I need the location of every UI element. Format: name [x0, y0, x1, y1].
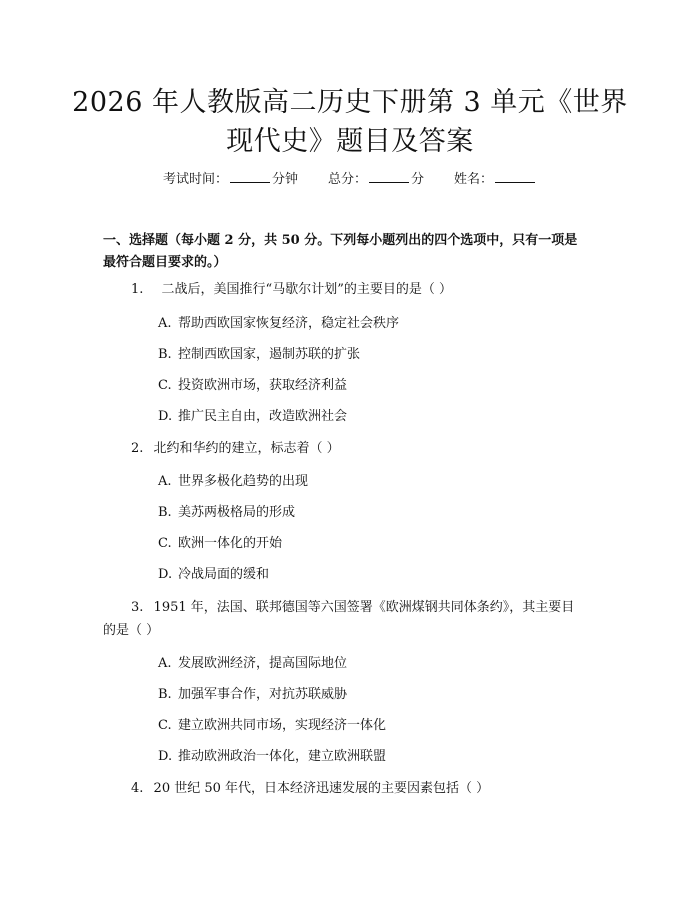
time-label: 考试时间： [162, 172, 228, 187]
option-3c [158, 715, 386, 737]
option-text: 推动欧洲政治一体化，建立欧洲联盟 [178, 749, 387, 764]
option-text: 帮助西欧国家恢复经济，稳定社会秩序 [178, 316, 400, 331]
exam-meta [0, 168, 700, 190]
option-letter: A. [158, 316, 172, 331]
question-text: 20 世纪 50 年代，日本经济迅速发展的主要因素包括（ ） [153, 781, 490, 796]
exam-score [328, 168, 424, 190]
name-label: 姓名： [454, 172, 494, 187]
section-heading-line2: 最符合题目要求的。） [103, 255, 227, 270]
question-number: 1. [131, 282, 144, 297]
option-letter: D. [158, 409, 173, 424]
option-text: 加强军事合作，对抗苏联威胁 [178, 687, 348, 702]
document-title-line1: 2026 年人教版高二历史下册第 3 单元《世界 [72, 87, 628, 118]
name-blank [495, 168, 535, 183]
question-number: 4. [131, 781, 144, 796]
option-3a [158, 653, 347, 675]
time-unit: 分钟 [271, 172, 298, 187]
option-letter: B. [158, 687, 172, 702]
option-letter: C. [158, 378, 172, 393]
score-unit: 分 [411, 172, 425, 187]
option-letter: D. [158, 749, 173, 764]
option-text: 欧洲一体化的开始 [178, 536, 283, 551]
option-letter: C. [158, 536, 172, 551]
question-4 [131, 778, 489, 800]
option-text: 发展欧洲经济，提高国际地位 [178, 656, 348, 671]
section-heading [103, 230, 603, 274]
score-blank [369, 168, 409, 183]
option-1a [158, 313, 399, 335]
option-text: 推广民主自由，改造欧洲社会 [178, 409, 348, 424]
option-letter: A. [158, 656, 172, 671]
option-1d [158, 406, 347, 428]
option-text: 建立欧洲共同市场，实现经济一体化 [178, 718, 387, 733]
question-3 [131, 597, 611, 619]
question-1 [131, 279, 452, 301]
question-text: 北约和华约的建立，标志着（ ） [153, 441, 340, 456]
question-number: 3. [131, 600, 144, 615]
option-text: 控制西欧国家，遏制苏联的扩张 [178, 347, 361, 362]
option-letter: D. [158, 567, 173, 582]
option-3b [158, 684, 347, 706]
option-text: 美苏两极格局的形成 [178, 505, 296, 520]
time-blank [230, 168, 270, 183]
option-2a [158, 471, 308, 493]
exam-name [454, 168, 537, 190]
question-text-line1: 1951 年，法国、联邦德国等六国签署《欧洲煤钢共同体条约》，其主要目 [153, 600, 575, 615]
section-heading-line1: 一、选择题（每小题 2 分，共 50 分。下列每小题列出的四个选项中，只有一项是 [103, 233, 578, 248]
question-3-continuation: 的是（ ） [103, 623, 160, 638]
option-text: 冷战局面的缓和 [178, 567, 270, 582]
option-2b [158, 502, 295, 524]
option-letter: B. [158, 347, 172, 362]
option-3d [158, 746, 386, 768]
score-label: 总分： [327, 172, 367, 187]
option-text: 世界多极化趋势的出现 [178, 474, 309, 489]
option-2c [158, 533, 282, 555]
question-text: 二战后，美国推行“马歇尔计划”的主要目的是（ ） [161, 282, 452, 297]
exam-time [163, 168, 298, 190]
option-letter: B. [158, 505, 172, 520]
document-title-line2: 现代史》题目及答案 [226, 126, 474, 157]
option-1b [158, 344, 360, 366]
option-letter: A. [158, 474, 172, 489]
option-letter: C. [158, 718, 172, 733]
question-2 [131, 438, 340, 460]
option-1c [158, 375, 347, 397]
question-number: 2. [131, 441, 144, 456]
option-2d [158, 564, 269, 586]
option-text: 投资欧洲市场，获取经济利益 [178, 378, 348, 393]
